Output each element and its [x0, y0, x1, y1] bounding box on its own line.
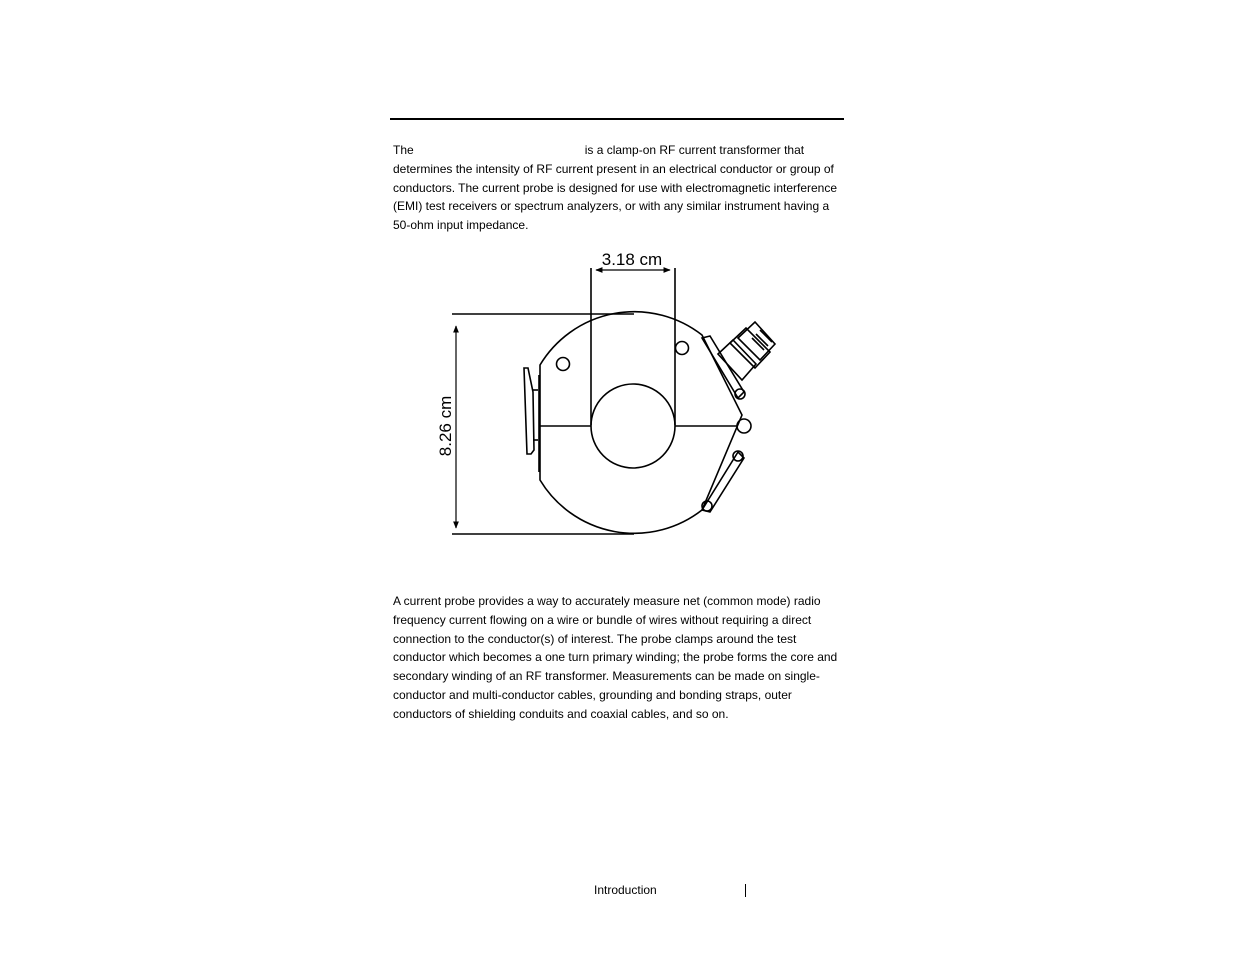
probe-body: [540, 312, 742, 534]
mounting-hole-right: [676, 342, 689, 355]
intro-lead: The: [393, 143, 414, 157]
footer-divider: [745, 884, 746, 897]
height-dimension-label: 8.26 cm: [436, 395, 455, 457]
intro-rest: is a clamp-on RF current transformer that determines the intensity of RF current present in an electrical conductor or group of conductors. The current probe is designed for use with electromagnetic interference (EMI) test receivers or spectrum analyzers, or with any similar instrument having a 50-ohm input impedance.: [393, 143, 838, 233]
probe-drawing: [420, 240, 800, 550]
hinge-pin: [737, 419, 751, 433]
clamp-handle: [524, 368, 534, 454]
body-paragraph: A current probe provides a way to accurately measure net (common mode) radio frequency current flowing on a wire or bundle of wires without requiring a direct connection to the conductor(s) of interest. The probe clamps around the test conductor which becomes a one turn primary winding; the probe forms the core and secondary winding of an RF transformer. Measurements can be made on single-conductor and multi-conductor cables, grounding and bonding straps, outer conductors of shielding conduits and coaxial cables, and so on.: [393, 594, 838, 721]
current-probe-diagram: [420, 240, 800, 550]
width-dimension-label: 3.18 cm: [601, 250, 663, 269]
header-rule: [390, 118, 844, 120]
footer-section-label: Introduction: [594, 883, 657, 897]
probe-aperture: [591, 384, 675, 468]
mounting-hole-left: [557, 358, 570, 371]
intro-paragraph: [393, 141, 845, 235]
